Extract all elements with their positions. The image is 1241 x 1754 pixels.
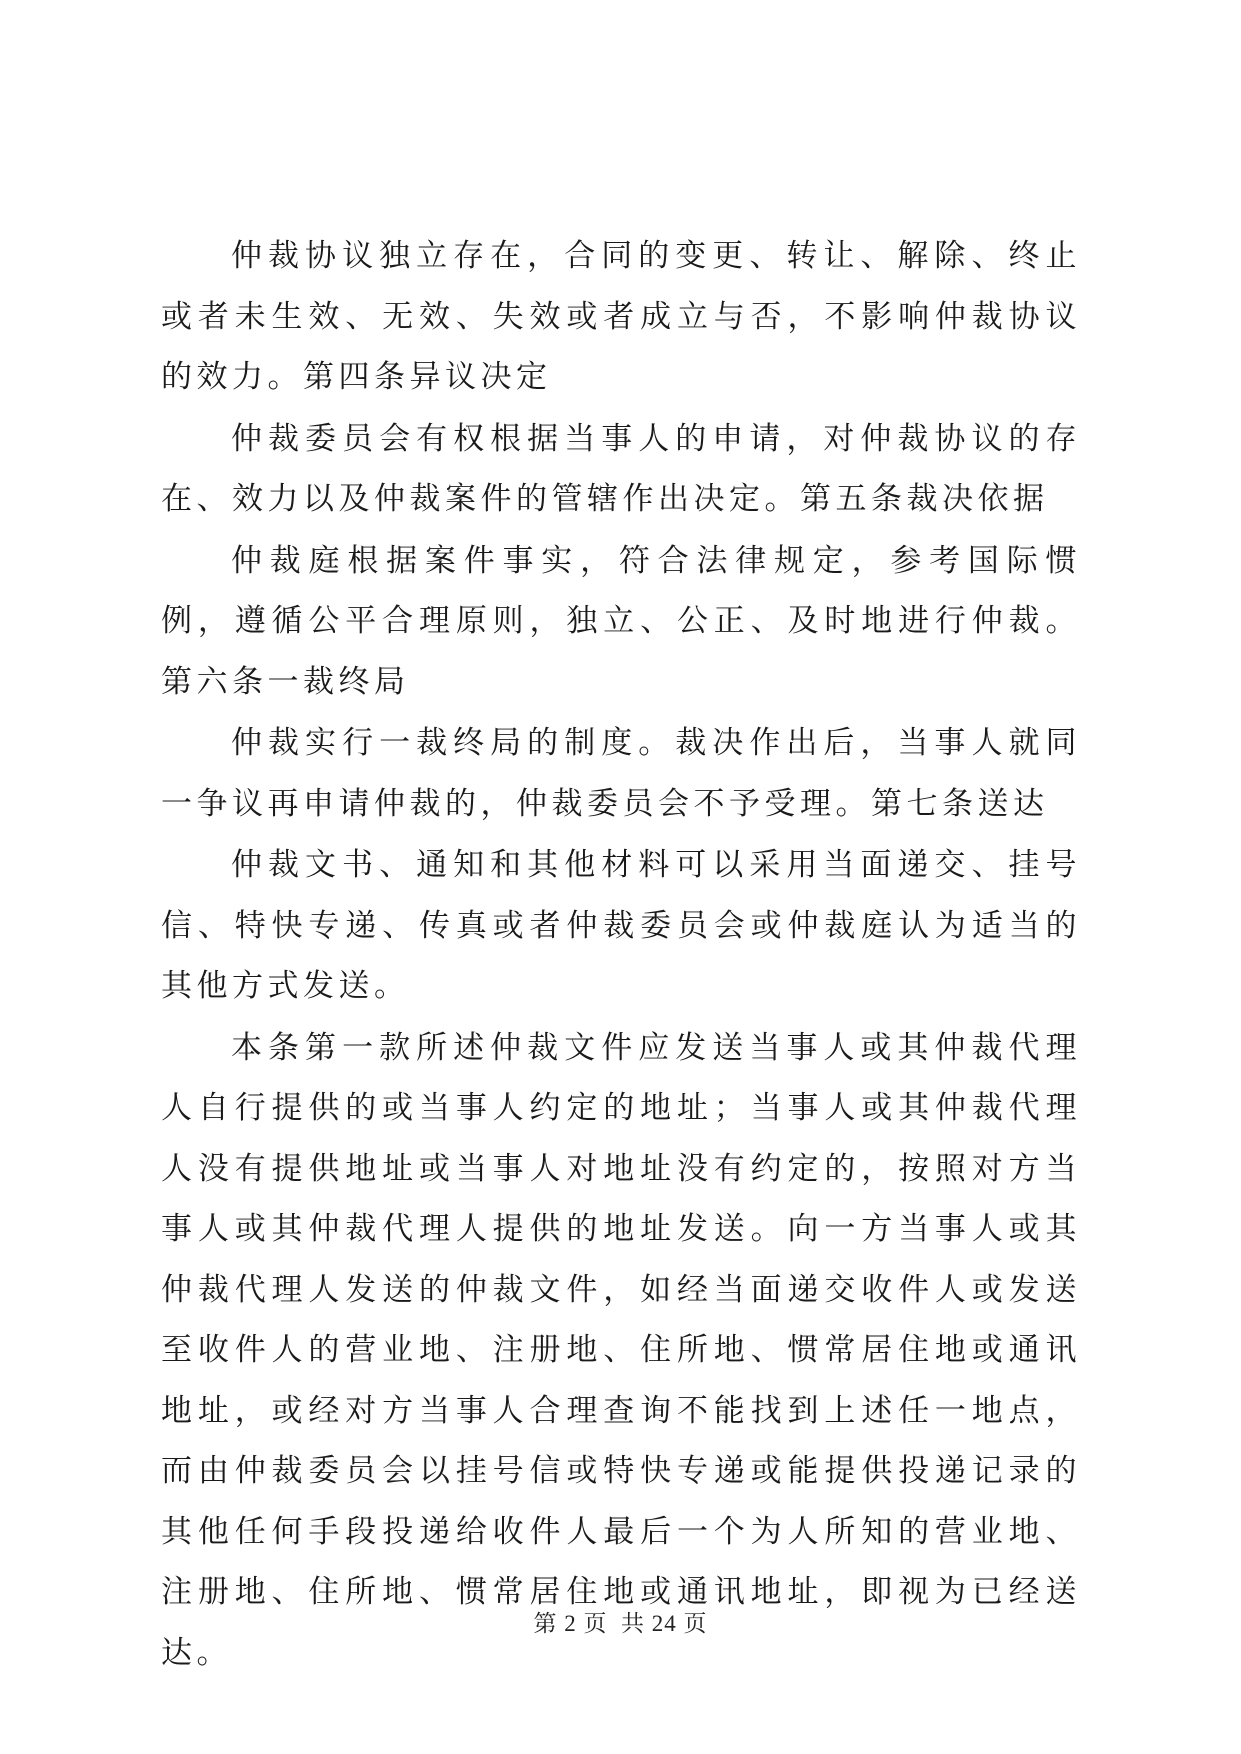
page-footer: [0, 1605, 1241, 1638]
document-body: [161, 226, 1081, 1684]
paragraph-independence: 仲裁协议独立存在，合同的变更、转让、解除、终止或者未生效、无效、失效或者成立与否，不影响仲裁协议的效力。第四条异议决定: [161, 238, 1081, 395]
paragraph-finality: 仲裁实行一裁终局的制度。裁决作出后，当事人就同一争议再申请仲裁的，仲裁委员会不予受理。第七条送达: [161, 725, 1081, 822]
paragraph-objection-decision: 仲裁委员会有权根据当事人的申请，对仲裁协议的存在、效力以及仲裁案件的管辖作出决定。第五条裁决依据: [161, 420, 1081, 517]
paragraph-service-methods: 仲裁文书、通知和其他材料可以采用当面递交、挂号信、特快专递、传真或者仲裁委员会或仲裁庭认为适当的其他方式发送。: [161, 847, 1081, 1004]
paragraph-award-basis: 仲裁庭根据案件事实，符合法律规定，参考国际惯例，遵循公平合理原则，独立、公正、及时地进行仲裁。第六条一裁终局: [161, 542, 1081, 700]
paragraph-service-address: 本条第一款所述仲裁文件应发送当事人或其仲裁代理人自行提供的或当事人约定的地址；当事人或其仲裁代理人没有提供地址或当事人对地址没有约定的，按照对方当事人或其仲裁代理人提供的地址发送。向一方当事人或其仲裁代理人发送的仲裁文件，如经当面递交收件人或发送至收件人的营业地、注册地、住所地、惯常居住地或通讯地址，或经对方当事人合理查询不能找到上述任一地点，而由仲裁委员会以挂号信或特快专递或能提供投递记录的其他任何手段投递给收件人最后一个为人所知的营业地、注册地、住所地、惯常居住地或通讯地址，即视为已经送达。: [161, 1029, 1081, 1671]
page-number-label: 第 2 页 共 24 页: [533, 1611, 708, 1636]
